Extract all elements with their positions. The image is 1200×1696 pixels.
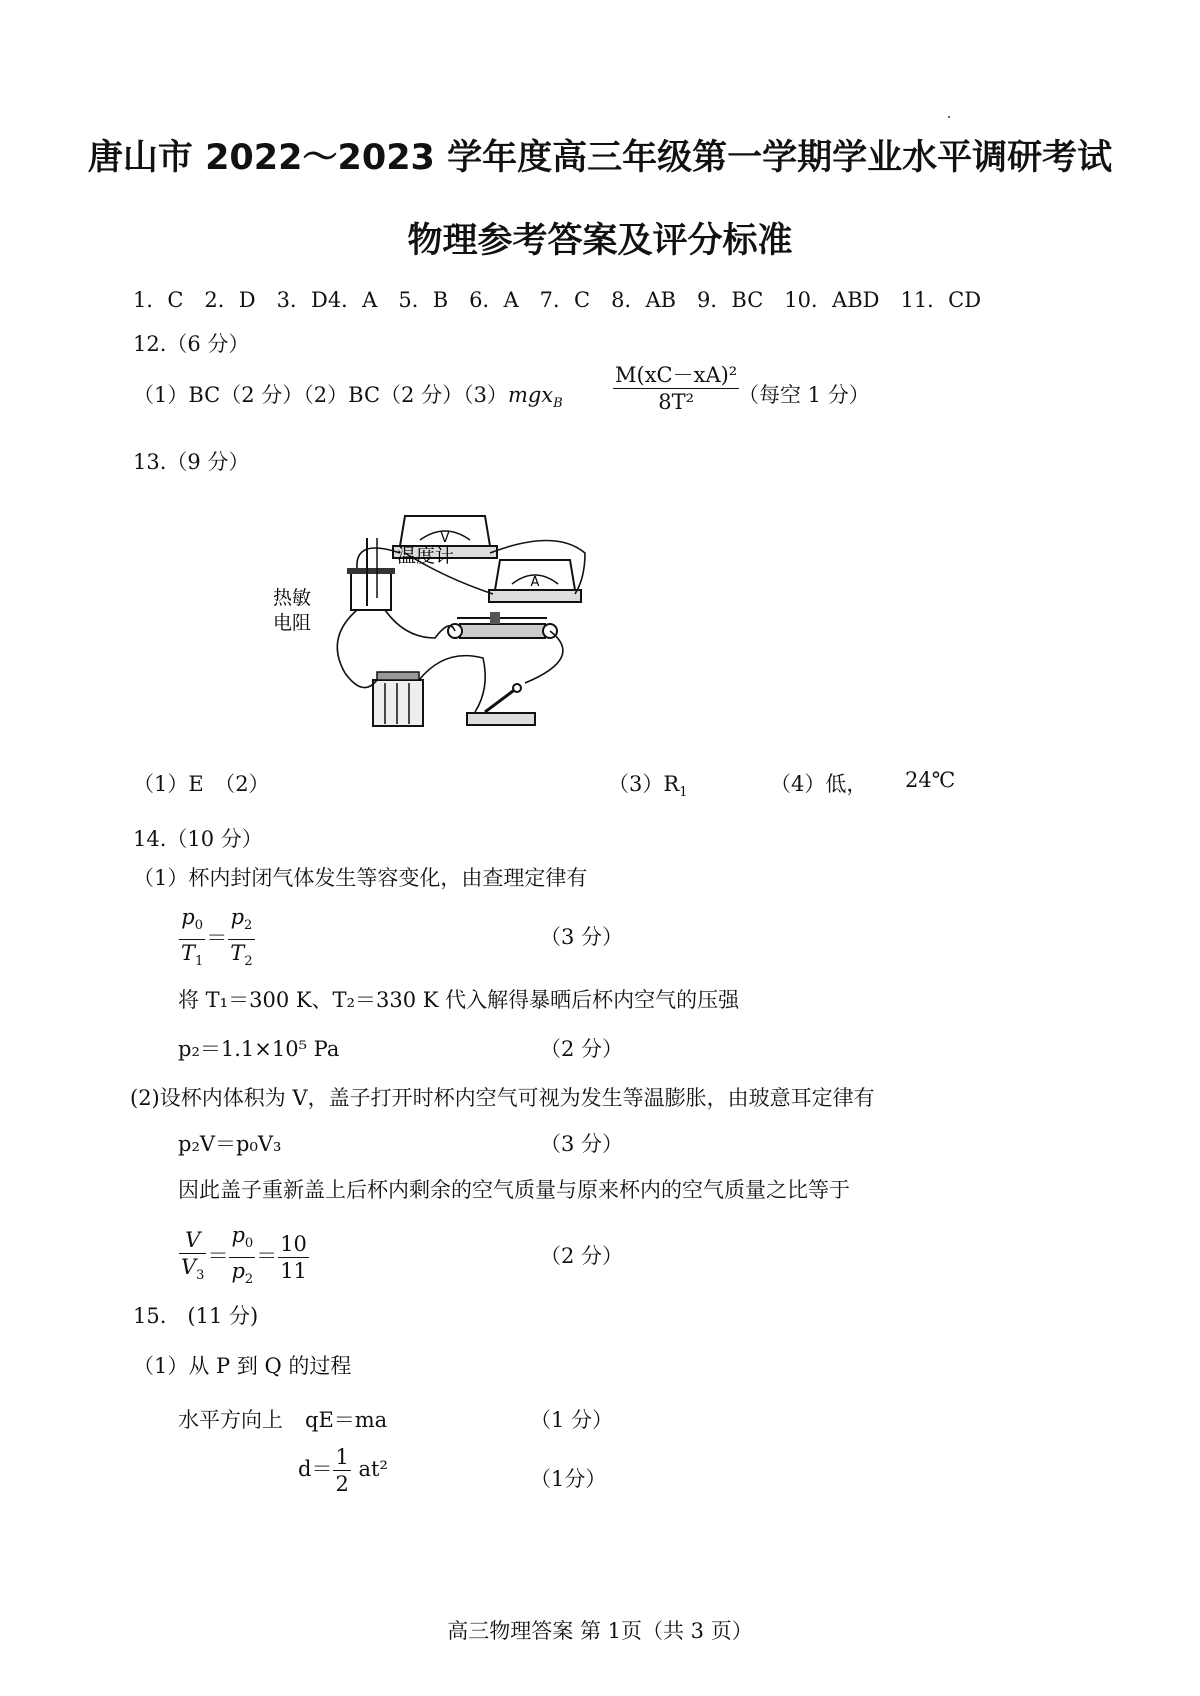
q15-eq2-suffix: at²: [358, 1457, 388, 1481]
q13-answer-3: [608, 768, 687, 800]
q14-part1-intro: （1）杯内封闭气体发生等容变化，由查理定律有: [133, 866, 588, 890]
q14-eq4: $\frac{V}{V_3}$ ＝ $\frac{p_0}{p_2}$ ＝ $\frac{10}{11}$: [181, 1223, 307, 1288]
q14-eq2-score: （2 分）: [540, 1037, 624, 1061]
q14-eq1-score: （3 分）: [540, 925, 624, 949]
battery-icon: [373, 672, 423, 726]
q15-eq2-prefix: d＝: [298, 1457, 333, 1481]
q14-substitute: 将 T₁＝300 K、T₂＝330 K 代入解得暴晒后杯内空气的压强: [178, 988, 740, 1012]
q13-answer-4-temp: 24℃: [905, 768, 956, 792]
circuit-diagram: [273, 498, 605, 763]
thermistor-label-2: 电阻: [273, 612, 312, 634]
q15-eq2: [298, 1444, 388, 1497]
q13-header: 13.（9 分）: [133, 450, 250, 474]
q13-answer-3-sub: 1: [679, 785, 688, 801]
ammeter-icon: [489, 560, 581, 602]
ammeter-label: A: [530, 575, 540, 590]
q15-eq1-score: （1 分）: [530, 1408, 614, 1432]
q12-header: 12.（6 分）: [133, 332, 250, 356]
scan-dot: [948, 116, 950, 118]
q15-eq2-half-den: 2: [335, 1472, 349, 1496]
q14-eq3: p₂V＝p₀V₃: [178, 1132, 282, 1156]
page-subtitle: 物理参考答案及评分标准: [407, 221, 793, 261]
q12-line-prefix: （1）BC（2 分）（2）BC（2 分）（3）: [133, 383, 508, 407]
q14-eq1: $\frac{p_0}{T_1}$ ＝ $\frac{p_2}{T_2}$: [181, 905, 253, 970]
q12-frac-num: M(xC－xA)²: [615, 363, 738, 387]
choice-answers: 1．C 2．D 3．D4．A 5．B 6．A 7．C 8．AB 9．BC 10．ABD 11．CD: [133, 288, 982, 312]
q14-eq3-score: （3 分）: [540, 1132, 624, 1156]
q14-eq4-result-den: 11: [280, 1259, 307, 1284]
q13-answer-4: （4）低，: [770, 772, 868, 796]
voltmeter-label: V: [440, 531, 450, 546]
q15-horizontal-label: 水平方向上: [178, 1408, 283, 1432]
thermometer-label: 温度计: [397, 545, 455, 567]
q14-part2-intro: (2)设杯内体积为 V，盖子打开时杯内空气可视为发生等温膨胀，由玻意耳定律有: [130, 1086, 875, 1110]
q14-eq2: p₂＝1.1×10⁵ Pa: [178, 1037, 340, 1061]
q15-eq2-half-num: 1: [335, 1445, 349, 1469]
q14-ratio-intro: 因此盖子重新盖上后杯内剩余的空气质量与原来杯内的空气质量之比等于: [178, 1178, 850, 1202]
q12-fraction: [612, 362, 740, 415]
q15-eq2-score: （1分）: [530, 1467, 607, 1491]
q12-answer-line: [133, 379, 563, 411]
rheostat-icon: [448, 612, 557, 638]
q15-eq1: qE＝ma: [305, 1408, 388, 1432]
q14-header: 14.（10 分）: [133, 827, 263, 851]
q15-header: 15. (11 分): [133, 1304, 259, 1328]
q13-answer-1: （1）E （2）: [133, 772, 270, 796]
q12-frac-den: 8T²: [658, 390, 695, 414]
q14-eq4-score: （2 分）: [540, 1244, 624, 1268]
switch-icon: [467, 684, 535, 725]
q12-term1-sub: B: [553, 396, 563, 412]
page-title: 唐山市 2022～2023 学年度高三年级第一学期学业水平调研考试: [87, 138, 1113, 178]
q13-answer-3-text: （3）R: [608, 772, 680, 796]
q12-note: （每空 1 分）: [738, 383, 870, 407]
page-footer: 高三物理答案 第 1页（共 3 页）: [447, 1619, 753, 1643]
thermistor-label-1: 热敏: [273, 587, 312, 609]
q15-part1-intro: （1）从 P 到 Q 的过程: [133, 1354, 352, 1378]
q12-term1: mgx: [507, 383, 554, 407]
q14-eq4-result: 10: [280, 1232, 307, 1257]
